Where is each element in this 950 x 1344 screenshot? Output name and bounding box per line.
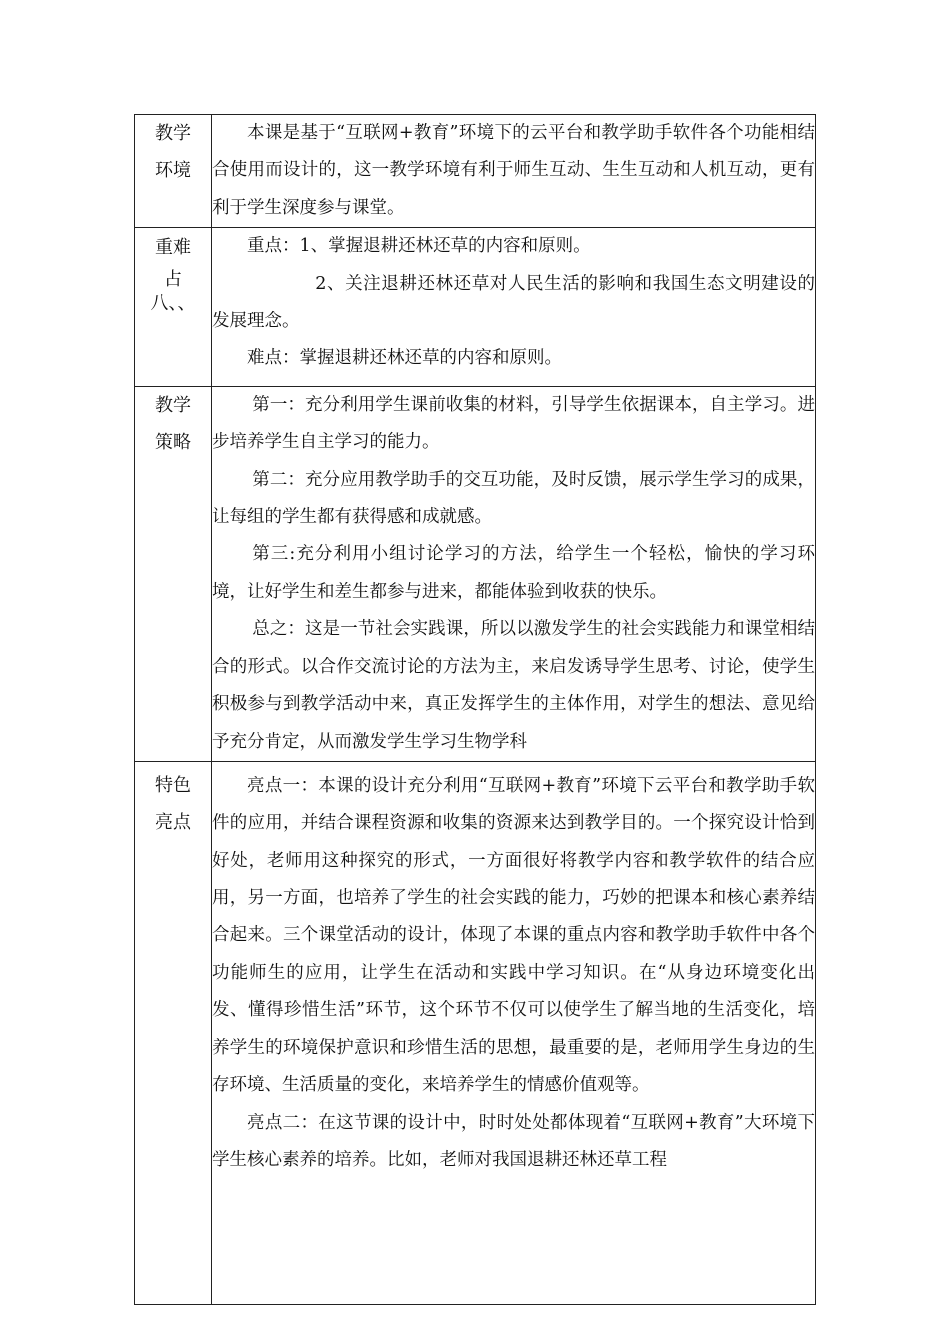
row-label-environment: 教学 环境 bbox=[135, 115, 212, 228]
table-row-key-difficult-points bbox=[135, 228, 816, 387]
table-row-highlights bbox=[135, 761, 816, 1304]
paragraph: 第三:充分利用小组讨论学习的方法，给学生一个轻松，愉快的学习环境，让好学生和差生都参与进来，都能体验到收获的快乐。 bbox=[212, 544, 815, 602]
row-label-key-points: 重难 占 八、、 bbox=[135, 228, 212, 387]
paragraph: 亮点二：在这节课的设计中，时时处处都体现着“互联网+教育”大环境下学生核心素养的培养。比如，老师对我国退耕还林还草工程 bbox=[212, 1112, 815, 1170]
paragraph: 重点：1、掌握退耕还林还草的内容和原则。 bbox=[247, 236, 591, 257]
row-content-strategy bbox=[212, 386, 816, 761]
row-content-highlights bbox=[212, 761, 816, 1304]
lesson-plan-table bbox=[134, 114, 816, 1305]
paragraph: 总之：这是一节社会实践课，所以以激发学生的社会实践能力和课堂相结合的形式。以合作交流讨论的方法为主，来启发诱导学生思考、讨论，使学生积极参与到教学活动中来，真正发挥学生的主体作用，对学生的想法、意见给予充分肯定，从而激发学生学习生物学科 bbox=[212, 619, 815, 752]
paragraph: 本课是基于“互联网+教育”环境下的云平台和教学助手软件各个功能相结合使用而设计的，这一教学环境有利于师生互动、生生互动和人机互动，更有利于学生深度参与课堂。 bbox=[212, 123, 815, 218]
table-row-strategy bbox=[135, 386, 816, 761]
row-content-key-points bbox=[212, 228, 816, 387]
table-row-environment bbox=[135, 115, 816, 228]
row-label-highlights: 特色 亮点 bbox=[135, 761, 212, 1304]
paragraph: 难点：掌握退耕还林还草的内容和原则。 bbox=[247, 348, 562, 369]
highlights-text bbox=[212, 768, 815, 1304]
row-label-strategy: 教学 策略 bbox=[135, 386, 212, 761]
paragraph: 2、关注退耕还林还草对人民生活的影响和我国生态文明建设的发展理念。 bbox=[212, 273, 815, 332]
paragraph: 第一：充分利用学生课前收集的材料，引导学生依据课本，自主学习。进步培养学生自主学习的能力。 bbox=[212, 394, 815, 453]
row-content-environment bbox=[212, 115, 816, 228]
strategy-text bbox=[212, 387, 815, 761]
paragraph: 第二：充分应用教学助手的交互功能，及时反馈，展示学生学习的成果，让每组的学生都有获得感和成就感。 bbox=[212, 469, 815, 528]
paragraph: 亮点一：本课的设计充分利用“互联网+教育”环境下云平台和教学助手软件的应用，并结合课程资源和收集的资源来达到教学目的。一个探究设计恰到好处，老师用这种探究的形式，一方面很好将教学内容和教学软件的结合应用，另一方面，也培养了学生的社会实践的能力，巧妙的把课本和核心素养结合起来。三个课堂活动的设计，体现了本课的重点内容和教学助手软件中各个功能师生的应用，让学生在活动和实践中学习知识。在“从身边环境变化出发、懂得珍惜生活”环节，这个环节不仅可以使学生了解当地的生活变化，培养学生的环境保护意识和珍惜生活的思想，最重要的是，老师用学生身边的生存环境、生活质量的变化，来培养学生的情感价值观等。 bbox=[212, 775, 815, 1096]
